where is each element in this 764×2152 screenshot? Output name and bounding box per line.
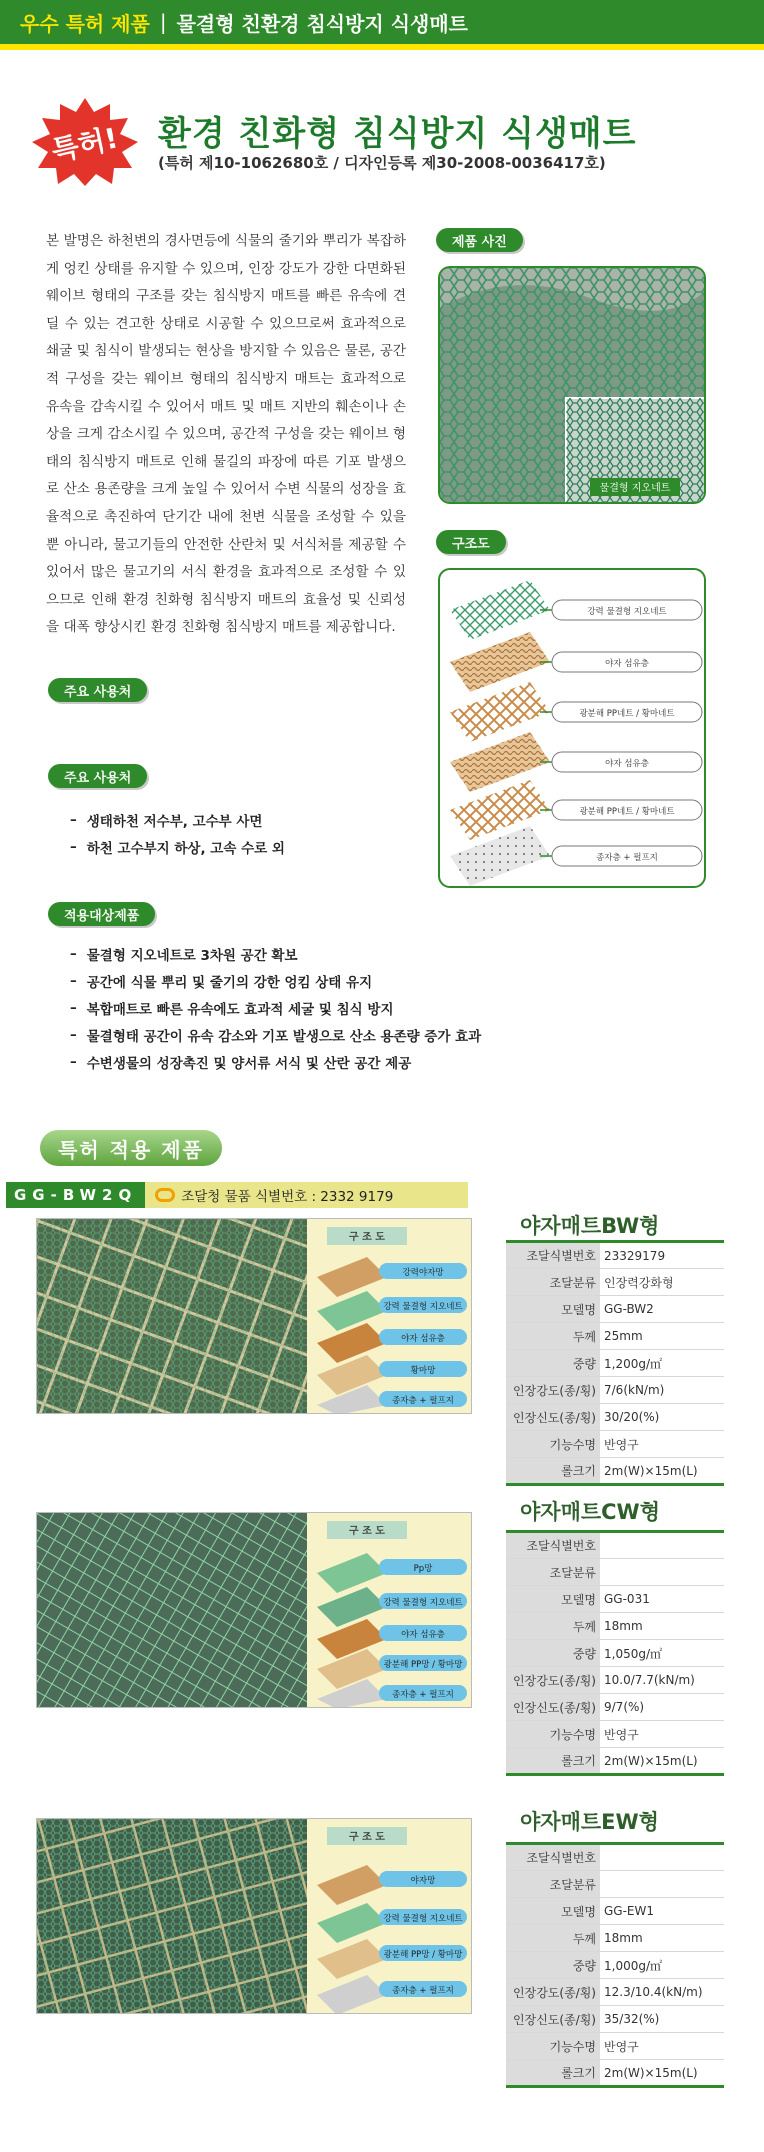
structure-layer-6-label: 종자층 + 펄프지: [596, 853, 658, 863]
list-item: – 물결형 지오네트로 3차원 공간 확보: [70, 940, 481, 967]
product-image-cw: [36, 1512, 472, 1708]
structure-layer-2: [540, 652, 702, 672]
table-row: 인장신도(종/횡) 35/32(%): [506, 2006, 724, 2033]
list-item: – 공간에 식물 뿌리 및 줄기의 강한 엉킴 상태 유지: [70, 967, 481, 994]
ew-layer-4: 종자층 + 펄프지: [392, 1986, 454, 1996]
table-row: 조달식별번호: [506, 1532, 724, 1559]
product-photo: [438, 266, 706, 504]
table-row: 기능수명 반영구: [506, 1431, 724, 1458]
header-tag: 우수 특허 제품: [20, 11, 150, 36]
table-row: 인장강도(종/횡) 7/6(kN/m): [506, 1377, 724, 1404]
table-row: 모델명 GG-EW1: [506, 1898, 724, 1925]
table-row: 인장강도(종/횡) 12.3/10.4(kN/m): [506, 1979, 724, 2006]
table-row: 롤크기 2m(W)×15m(L): [506, 1748, 724, 1775]
product-bw-diagram-header: 구 조 도: [349, 1232, 385, 1243]
uses-label-1: 주요 사용처: [48, 678, 147, 702]
table-row: 조달분류 인장력강화형: [506, 1269, 724, 1296]
patent-section-title: 특허 적용 제품: [40, 1130, 222, 1166]
table-row: 두께 18mm: [506, 1613, 724, 1640]
list-item: – 생태하천 저수부, 고수부 사면: [70, 806, 285, 833]
bw-layer-3: 야자 섬유층: [401, 1334, 445, 1344]
header-separator: |: [159, 10, 167, 34]
hero-title: 환경 친화형 침식방지 식생매트: [158, 114, 637, 154]
list-item: – 물결형태 공간이 유속 감소와 기포 발생으로 산소 용존량 증가 효과: [70, 1021, 481, 1048]
badge-text: 특허!: [48, 121, 121, 168]
table-row: 중량 1,200g/㎡: [506, 1350, 724, 1377]
code-model: GG-BW2Q: [6, 1182, 145, 1208]
table-row: 기능수명 반영구: [506, 2033, 724, 2060]
table-row: 조달분류: [506, 1871, 724, 1898]
product-ew-title: 야자매트EW형: [520, 1810, 659, 1834]
cw-layer-4: 광분해 PP망 / 황마망: [383, 1660, 463, 1670]
cw-layer-2: 강력 물결형 지오네트: [383, 1598, 463, 1608]
product-cw-diagram-header: 구 조 도: [349, 1526, 385, 1537]
product-image-bw: [36, 1218, 472, 1414]
structure-layer-2-label: 야자 섬유층: [605, 659, 649, 669]
header-bar: [0, 0, 764, 44]
table-row: 두께 18mm: [506, 1925, 724, 1952]
product-ew-diagram-header: 구 조 도: [349, 1832, 385, 1843]
code-bar: [6, 1182, 468, 1208]
header-underline: [0, 44, 764, 50]
table-row: 롤크기 2m(W)×15m(L): [506, 1458, 724, 1485]
list-item: – 하천 고수부지 하상, 고속 수로 외: [70, 833, 285, 860]
patent-badge-icon: [30, 96, 140, 186]
product-image-ew: [36, 1818, 472, 2014]
hero-subtitle: (특허 제10-1062680호 / 디자인등록 제30-2008-0036417호): [158, 154, 606, 172]
table-row: 두께 25mm: [506, 1323, 724, 1350]
structure-layer-3: [540, 702, 702, 722]
product-cw-title: 야자매트CW형: [520, 1500, 661, 1524]
product-bw-spec-table: [506, 1240, 724, 1486]
product-cw-spec-table: [506, 1530, 724, 1776]
target-label: 적용대상제품: [48, 902, 155, 926]
structure-layer-1-label: 강력 물결형 지오네트: [587, 607, 667, 617]
uses-list: [70, 806, 285, 860]
table-row: 중량 1,050g/㎡: [506, 1640, 724, 1667]
cw-layer-1: Pp망: [413, 1564, 433, 1574]
table-row: 기능수명 반영구: [506, 1721, 724, 1748]
table-row: 중량 1,000g/㎡: [506, 1952, 724, 1979]
structure-label: 구조도: [436, 530, 506, 554]
photo-label: 제품 사진: [436, 228, 523, 252]
product-bw-title: 야자매트BW형: [520, 1214, 660, 1238]
structure-layer-5: [540, 800, 702, 820]
ew-layer-3: 광분해 PP망 / 황마망: [383, 1950, 463, 1960]
product-cw-graphic: [37, 1513, 472, 1708]
bw-layer-4: 황마망: [410, 1366, 436, 1376]
structure-diagram: [438, 568, 706, 888]
uses-label-2: 주요 사용처: [48, 764, 147, 788]
code-text: 조달청 물품 식별번호 : 2332 9179: [181, 1189, 394, 1205]
table-row: 모델명 GG-031: [506, 1586, 724, 1613]
structure-layer-1: [540, 600, 702, 620]
table-row: 인장신도(종/횡) 9/7(%): [506, 1694, 724, 1721]
bw-layer-1: 강력야자망: [402, 1268, 444, 1278]
table-row: 조달식별번호: [506, 1844, 724, 1871]
photo-mesh-graphic: [440, 268, 706, 504]
tag-icon: [155, 1188, 175, 1202]
ew-layer-1: 야자망: [410, 1876, 436, 1886]
target-list: [70, 940, 481, 1075]
bw-layer-2: 강력 물결형 지오네트: [383, 1302, 463, 1312]
table-row: 롤크기 2m(W)×15m(L): [506, 2060, 724, 2087]
structure-layer-6: [540, 846, 702, 866]
bw-layer-5: 종자층 + 펄프지: [392, 1396, 454, 1406]
structure-layer-3-label: 광분해 PP네트 / 황마네트: [579, 709, 675, 719]
product-ew-graphic: [37, 1819, 472, 2014]
table-row: 조달식별번호 23329179: [506, 1242, 724, 1269]
table-row: 모델명 GG-BW2: [506, 1296, 724, 1323]
list-item: – 복합매트로 빠른 유속에도 효과적 세굴 및 침식 방지: [70, 994, 481, 1021]
photo-inset-caption: 물결형 지오네트: [599, 483, 671, 494]
table-row: 인장강도(종/횡) 10.0/7.7(kN/m): [506, 1667, 724, 1694]
list-item: – 수변생물의 성장촉진 및 양서류 서식 및 산란 공간 제공: [70, 1048, 481, 1075]
ew-layer-2: 강력 물결형 지오네트: [383, 1914, 463, 1924]
structure-layer-4-label: 야자 섬유층: [605, 759, 649, 769]
description-text: 본 발명은 하천변의 경사면등에 식물의 줄기와 뿌리가 복잡하게 엉킨 상태를 유지할 수 있으며, 인장 강도가 강한 다면화된 웨이브 형태의 구조를 갖는 침식방지 매트를 빠른 유속에 견딜 수 있는 견고한 상태로 시공할 수 있으므로써 효과적으로 쇄굴 및 침식이 발생되는 현상을 방지할 수 있음은 물론, 공간적 구성을 갖는 웨이브 형태의 침식방지 매트는 효과적으로 유속을 감속시킬 수 있어서 매트 및 매트 지반의 훼손이나 손상을 크게 감소시킬 수 있으며, 공간적 구성을 갖는 웨이브 형태의 침식방지 매트로 인해 물길의 파장에 따른 기포 발생으로 산소 용존량을 크게 높일 수 있어서 수변 식물의 성장을 효율적으로 촉진하여 단기간 내에 천변 식물을 조성할 수 있을 뿐 아니라, 물고기들의 안전한 산란처 및 서식처를 제공할 수 있어서 많은 물고기의 서식 환경을 효과적으로 조성할 수 있으므로 인해 환경 친화형 침식방지 매트의 효율성 및 신뢰성을 대폭 향상시킨 환경 친화형 침식방지 매트를 제공합니다.: [46, 233, 406, 636]
cw-layer-3: 야자 섬유층: [401, 1630, 445, 1640]
table-row: 조달분류: [506, 1559, 724, 1586]
product-bw-graphic: [37, 1219, 472, 1414]
table-row: 인장신도(종/횡) 30/20(%): [506, 1404, 724, 1431]
structure-layer-5-label: 광분해 PP네트 / 황마네트: [579, 807, 675, 817]
header-title: 물결형 친환경 침식방지 식생매트: [176, 11, 468, 36]
cw-layer-5: 종자층 + 펄프지: [392, 1690, 454, 1700]
product-ew-spec-table: [506, 1842, 724, 2088]
structure-graphic: [440, 570, 706, 888]
structure-layer-4: [540, 752, 702, 772]
